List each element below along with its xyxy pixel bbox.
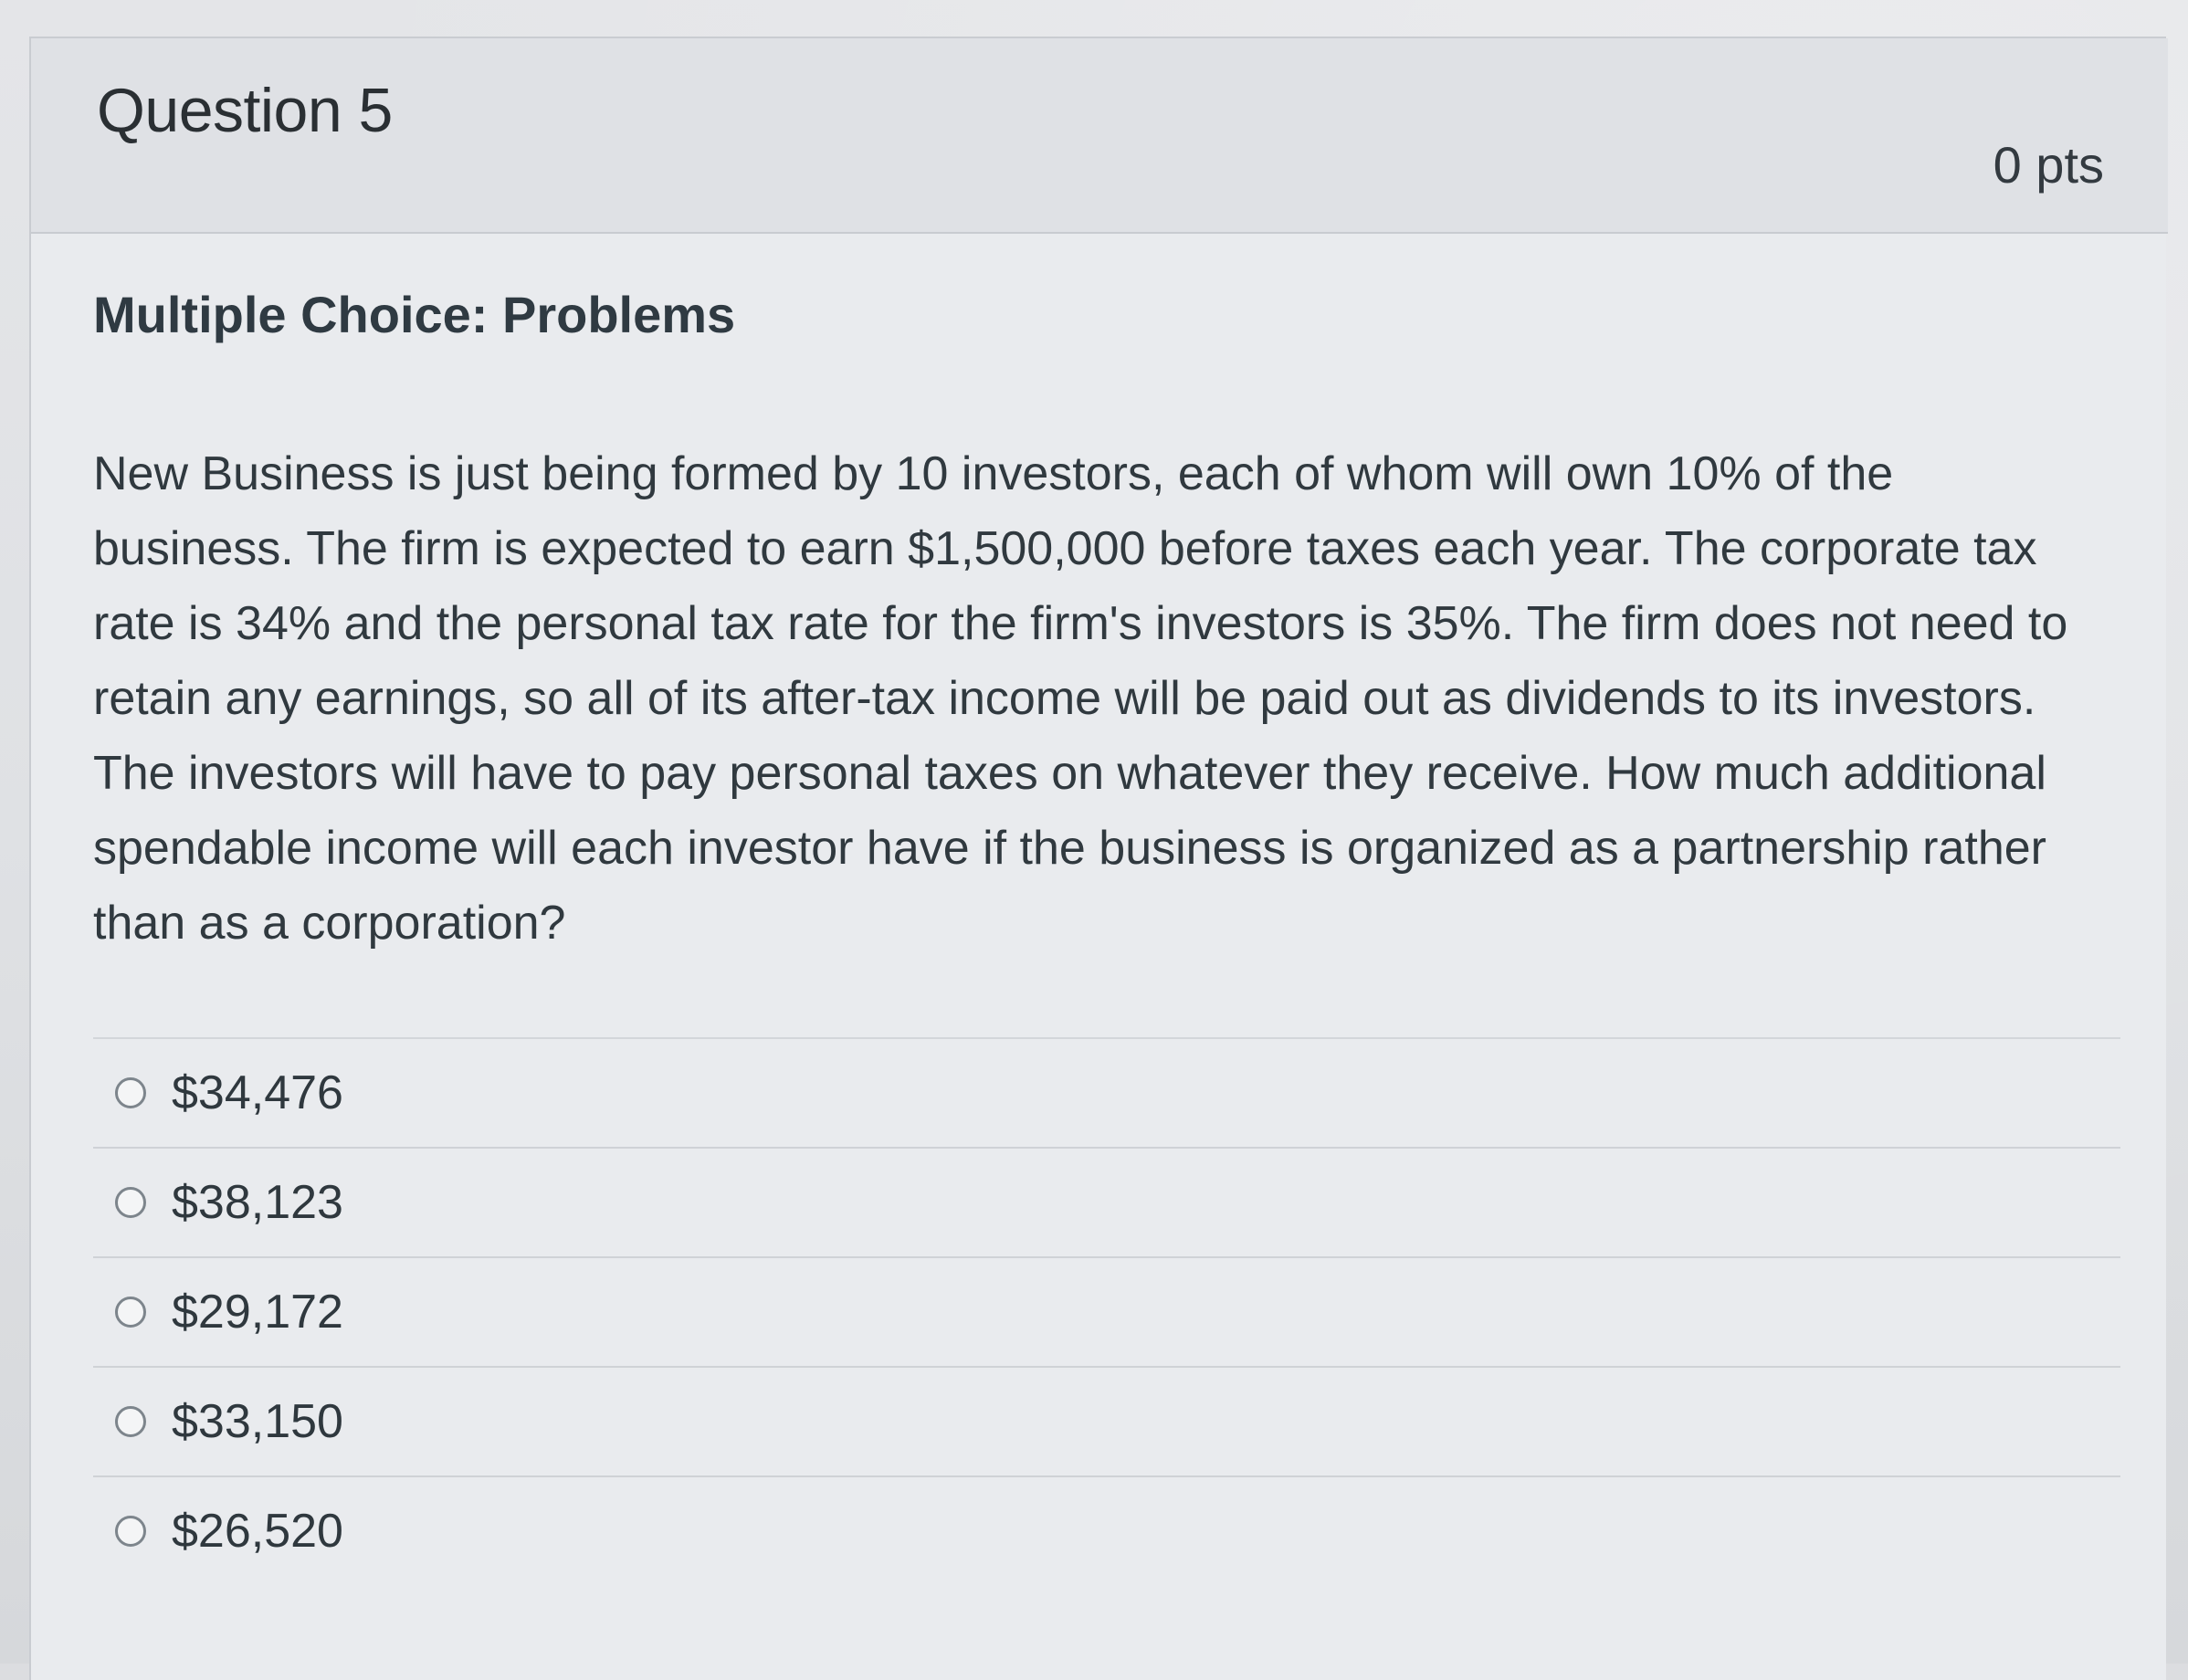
answer-option[interactable] [93, 1147, 2120, 1256]
question-header [31, 38, 2168, 234]
radio-button-icon[interactable] [115, 1406, 146, 1437]
question-section-title: Multiple Choice: Problems [93, 286, 736, 343]
answer-option[interactable] [93, 1366, 2120, 1475]
radio-button-icon[interactable] [115, 1187, 146, 1218]
radio-button-icon[interactable] [115, 1077, 146, 1108]
answer-label: $33,150 [172, 1395, 343, 1448]
answer-label: $34,476 [172, 1066, 343, 1119]
answer-option[interactable] [93, 1475, 2120, 1585]
answer-list [93, 1037, 2120, 1585]
answer-label: $29,172 [172, 1286, 343, 1339]
answer-option[interactable] [93, 1037, 2120, 1147]
answer-label: $38,123 [172, 1176, 343, 1229]
question-text: New Business is just being formed by 10 investors, each of whom will own 10% of the business. The firm is expected to earn $1,500,000 before taxes each year. The corporate tax rate is 34% and the personal tax rate for the firm's investors is 35%. The firm does not need to retain any earnings, so all of its after-tax income will be paid out as dividends to its investors. The investors will have to pay personal taxes on whatever they receive. How much additional spendable income will each investor have if the business is organized as a partnership rather than as a corporation? [93, 447, 2068, 950]
answer-option[interactable] [93, 1256, 2120, 1366]
radio-button-icon[interactable] [115, 1297, 146, 1328]
question-points: 0 pts [1993, 136, 2104, 194]
answer-label: $26,520 [172, 1505, 343, 1558]
radio-button-icon[interactable] [115, 1516, 146, 1547]
question-title: Question 5 [97, 76, 393, 145]
